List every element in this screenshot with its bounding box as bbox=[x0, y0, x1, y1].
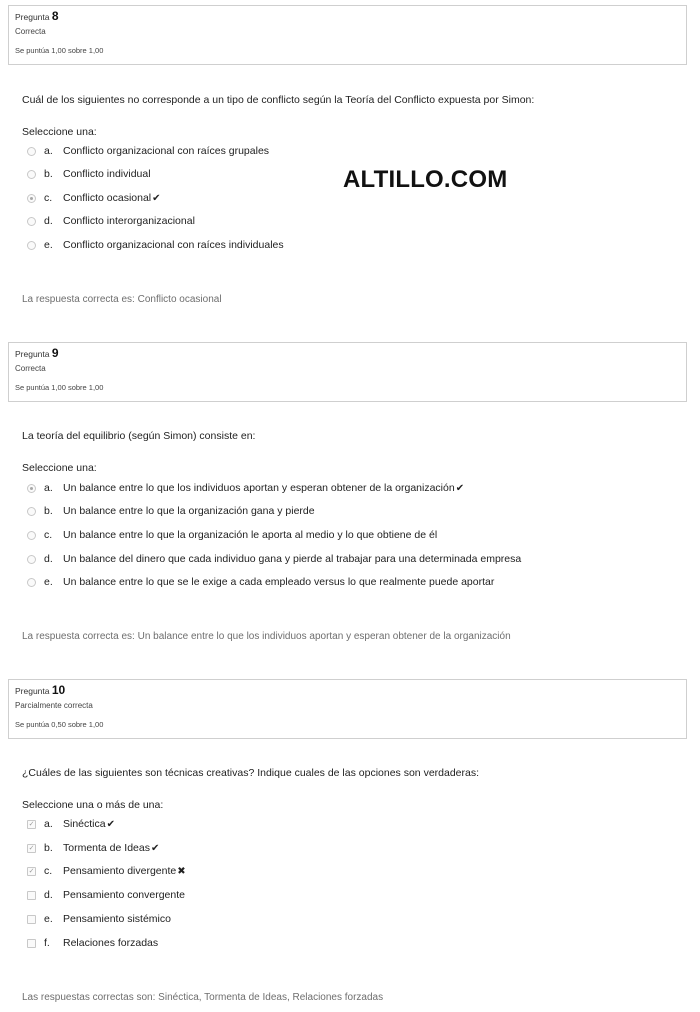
checkbox-checked[interactable]: ✓ bbox=[28, 844, 35, 852]
radio-button[interactable] bbox=[27, 170, 36, 179]
question-10-prompt: Seleccione una o más de una: bbox=[22, 799, 164, 811]
question-8-text: Cuál de los siguientes no corresponde a un tipo de conflicto según la Teoría del Conflicto expuesta por Simon: bbox=[22, 94, 535, 106]
question-8-option-d[interactable] bbox=[27, 215, 195, 227]
option-letter: a. bbox=[44, 145, 53, 157]
radio-button[interactable] bbox=[27, 578, 36, 587]
question-8-correct-answer: La respuesta correcta es: Conflicto ocasional bbox=[22, 294, 222, 305]
radio-button[interactable] bbox=[27, 507, 36, 516]
check-icon: ✔ bbox=[455, 482, 465, 494]
radio-button[interactable] bbox=[27, 147, 36, 156]
option-text: Sinéctica bbox=[63, 818, 106, 830]
option-letter: b. bbox=[44, 842, 53, 854]
option-letter: c. bbox=[44, 865, 53, 877]
radio-button[interactable] bbox=[27, 217, 36, 226]
question-8-option-b[interactable] bbox=[27, 168, 151, 180]
question-8-option-e[interactable] bbox=[27, 239, 284, 251]
option-letter: e. bbox=[44, 239, 53, 251]
question-9-text: La teoría del equilibrio (según Simon) consiste en: bbox=[22, 430, 256, 442]
option-text: Un balance entre lo que los individuos aportan y esperan obtener de la organización bbox=[63, 482, 455, 494]
question-10-option-b[interactable] bbox=[27, 842, 159, 854]
option-letter: b. bbox=[44, 505, 53, 517]
cross-icon: ✖ bbox=[177, 865, 186, 877]
checkbox[interactable] bbox=[27, 891, 36, 900]
watermark-logo: ALTILLO.COM bbox=[343, 166, 508, 193]
option-text: Conflicto individual bbox=[63, 168, 151, 180]
question-number: 9 bbox=[51, 346, 59, 360]
question-grade: Se puntúa 1,00 sobre 1,00 bbox=[15, 383, 104, 392]
checkbox-checked[interactable]: ✓ bbox=[28, 867, 35, 875]
question-label: Pregunta bbox=[15, 686, 50, 696]
question-state: Correcta bbox=[15, 27, 46, 36]
question-number: 8 bbox=[51, 9, 59, 23]
option-letter: a. bbox=[44, 482, 53, 494]
question-grade: Se puntúa 1,00 sobre 1,00 bbox=[15, 46, 104, 55]
option-text: Un balance entre lo que la organización le aporta al medio y lo que obtiene de él bbox=[63, 529, 438, 541]
question-10-option-c[interactable] bbox=[27, 865, 186, 877]
question-label: Pregunta bbox=[15, 12, 50, 22]
option-text: Conflicto organizacional con raíces individuales bbox=[63, 239, 284, 251]
question-10-info bbox=[8, 679, 687, 739]
question-state: Parcialmente correcta bbox=[15, 701, 93, 710]
question-9-option-e[interactable] bbox=[27, 576, 494, 588]
option-text: Conflicto organizacional con raíces grupales bbox=[63, 145, 270, 157]
option-letter: a. bbox=[44, 818, 53, 830]
question-9-correct-answer: La respuesta correcta es: Un balance entre lo que los individuos aportan y esperan obtener de la organización bbox=[22, 631, 511, 642]
checkbox[interactable] bbox=[27, 915, 36, 924]
question-10-option-f[interactable] bbox=[27, 937, 158, 949]
option-letter: f. bbox=[44, 937, 50, 949]
question-10-option-e[interactable] bbox=[27, 913, 171, 925]
question-number: 10 bbox=[51, 683, 66, 697]
radio-button[interactable] bbox=[27, 555, 36, 564]
question-label: Pregunta bbox=[15, 349, 50, 359]
radio-button[interactable] bbox=[27, 531, 36, 540]
check-icon: ✔ bbox=[106, 818, 115, 830]
question-8-prompt: Seleccione una: bbox=[22, 126, 97, 138]
option-letter: d. bbox=[44, 553, 53, 565]
radio-button-selected[interactable] bbox=[27, 194, 36, 203]
question-8-option-c[interactable] bbox=[27, 192, 161, 204]
question-9-option-b[interactable] bbox=[27, 505, 315, 517]
option-text: Conflicto interorganizacional bbox=[63, 215, 195, 227]
option-letter: c. bbox=[44, 192, 53, 204]
option-text: Tormenta de Ideas bbox=[63, 842, 150, 854]
option-letter: e. bbox=[44, 913, 53, 925]
option-letter: b. bbox=[44, 168, 53, 180]
option-letter: d. bbox=[44, 889, 53, 901]
question-10-option-a[interactable] bbox=[27, 818, 115, 830]
check-icon: ✔ bbox=[150, 842, 160, 854]
question-8-option-a[interactable] bbox=[27, 145, 269, 157]
question-9-info bbox=[8, 342, 687, 402]
option-text: Pensamiento convergente bbox=[63, 889, 185, 901]
question-9-prompt: Seleccione una: bbox=[22, 462, 97, 474]
question-10-correct-answer: Las respuestas correctas son: Sinéctica, Tormenta de Ideas, Relaciones forzadas bbox=[22, 992, 384, 1003]
radio-button[interactable] bbox=[27, 241, 36, 250]
option-letter: e. bbox=[44, 576, 53, 588]
option-text: Un balance entre lo que se le exige a cada empleado versus lo que realmente puede aportar bbox=[63, 576, 495, 588]
question-8-info bbox=[8, 5, 687, 65]
question-10-text: ¿Cuáles de las siguientes son técnicas creativas? Indique cuales de las opciones son verdaderas: bbox=[22, 767, 480, 779]
option-text: Pensamiento divergente bbox=[63, 865, 177, 877]
radio-button-selected[interactable] bbox=[27, 484, 36, 493]
question-9-option-a[interactable] bbox=[27, 482, 464, 494]
question-10-option-d[interactable] bbox=[27, 889, 185, 901]
question-9-option-d[interactable] bbox=[27, 553, 521, 565]
option-text: Pensamiento sistémico bbox=[63, 913, 171, 925]
option-text: Un balance del dinero que cada individuo gana y pierde al trabajar para una determinada empresa bbox=[63, 553, 522, 565]
question-grade: Se puntúa 0,50 sobre 1,00 bbox=[15, 720, 104, 729]
option-letter: d. bbox=[44, 215, 53, 227]
option-letter: c. bbox=[44, 529, 53, 541]
question-state: Correcta bbox=[15, 364, 46, 373]
checkbox-checked[interactable]: ✓ bbox=[28, 820, 35, 828]
checkbox[interactable] bbox=[27, 939, 36, 948]
question-9-option-c[interactable] bbox=[27, 529, 437, 541]
option-text: Conflicto ocasional bbox=[63, 192, 152, 204]
check-icon: ✔ bbox=[152, 192, 161, 204]
option-text: Relaciones forzadas bbox=[63, 937, 159, 949]
option-text: Un balance entre lo que la organización gana y pierde bbox=[63, 505, 315, 517]
